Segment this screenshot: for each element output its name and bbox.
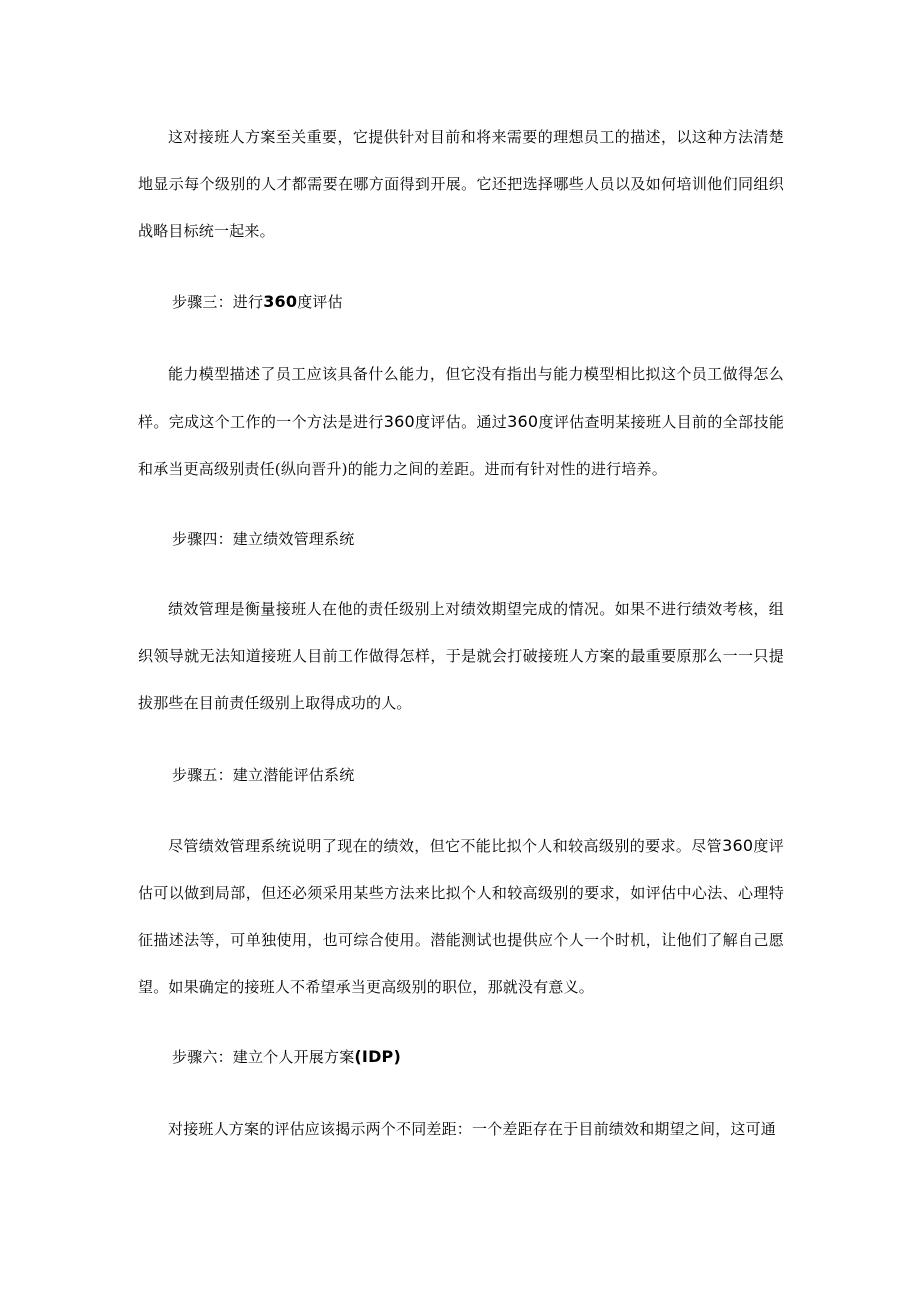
- paragraph-potential-assessment: [138, 822, 784, 1011]
- heading-step-6: [172, 1047, 401, 1067]
- heading-text-suffix: 度评估: [297, 293, 343, 311]
- heading-text: 步骤四：建立绩效管理系统: [172, 530, 355, 548]
- paragraph-360-evaluation: [138, 351, 784, 493]
- heading-step-5: [172, 765, 354, 785]
- paragraph-text: 对接班人方案的评估应该揭示两个不同差距：一个差距存在于目前绩效和期望之间，这可通: [168, 1120, 777, 1138]
- heading-step-3: [172, 292, 343, 312]
- paragraph-text: 尽管绩效管理系统说明了现在的绩效，但它不能比拟个人和较高级别的要求。尽管: [168, 837, 723, 855]
- paragraph-idp-evaluation: [138, 1106, 784, 1153]
- heading-text: 步骤三：进行: [172, 293, 264, 311]
- heading-text: 步骤五：建立潜能评估系统: [172, 766, 355, 784]
- heading-step-4: [172, 529, 354, 549]
- number-360: 360: [507, 412, 539, 431]
- paragraph-performance-management: [138, 586, 784, 727]
- paragraph-text: 这对接班人方案至关重要，它提供针对目前和将来需要的理想员工的描述，以这种方法清楚地显示每个级别的人才都需要在哪方面得到开展。它还把选择哪些人员以及如何培训他们同组织战略目标统一起来。: [138, 128, 784, 240]
- paragraph-text: 绩效管理是衡量接班人在他的责任级别上对绩效期望完成的情况。如果不进行绩效考核，组织领导就无法知道接班人目前工作做得怎样，于是就会打破接班人方案的最重要原那么一一只提拔那些在目前责任级别上取得成功的人。: [138, 600, 784, 712]
- number-360: 360: [722, 836, 754, 855]
- heading-text: 步骤六：建立个人开展方案: [172, 1048, 355, 1066]
- number-360: 360: [383, 412, 415, 431]
- paragraph-text: 度评估。通过: [414, 413, 508, 431]
- heading-abbreviation: (IDP): [354, 1047, 401, 1066]
- paragraph-succession-plan: [138, 114, 784, 255]
- paragraph-text: 能力模型描述了员工应该具备什么能力，但它没有指出与能力模型相比拟这个员工做得怎么样。完成这个工作的一个方法是进行: [138, 365, 784, 431]
- paragraph-text: 度评估可以做到局部，但还必须采用某些方法来比拟个人和较高级别的要求，如评估中心法、心理特征描述法等，可单独使用，也可综合使用。潜能测试也提供应个人一个时机，让他们了解自己愿望。如果确定的接班人不希望承当更高级别的职位，那就没有意义。: [138, 837, 784, 996]
- paragraph-text: 度评估查明某接班人目前的全部技能和承当更高级别责任(纵向晋升)的能力之间的差距。进而有针对性的进行培养。: [138, 413, 785, 478]
- heading-number: 360: [263, 292, 298, 311]
